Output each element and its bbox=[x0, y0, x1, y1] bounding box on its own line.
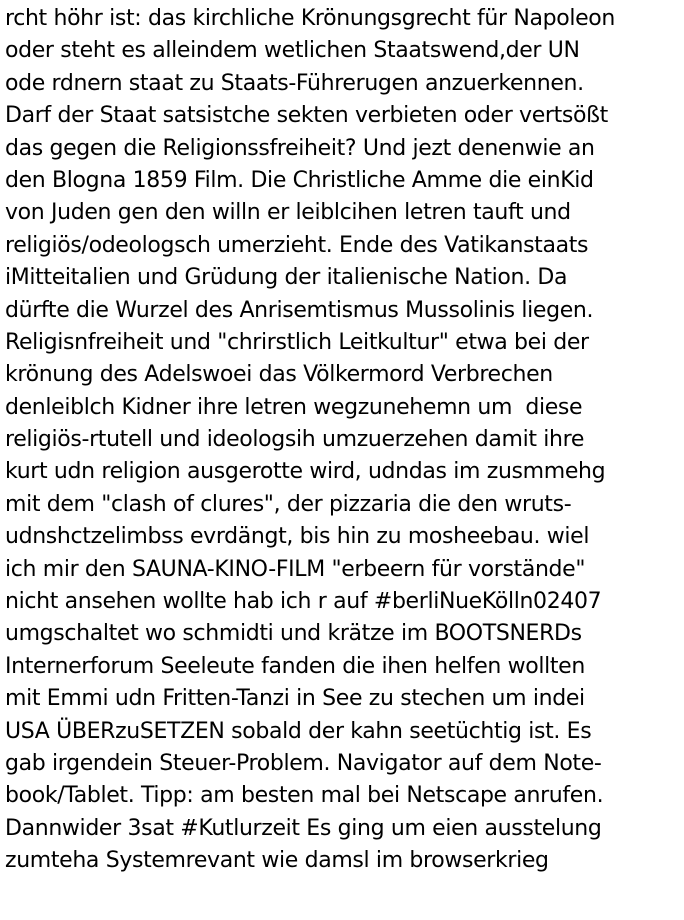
text-line: rcht höhr ist: das kirchliche Krönungsgrecht für Napoleon bbox=[5, 6, 615, 31]
text-line: udnshctzelimbss evrdängt, bis hin zu mosheebau. wiel bbox=[5, 524, 590, 550]
text-line: kurt udn religion ausgerotte wird, udndas im zusmmehg bbox=[5, 459, 606, 485]
text-line: mit dem "clash of clures", der pizzaria die den wruts- bbox=[5, 491, 572, 517]
text-line: religiös/odeologsch umerzieht. Ende des Vatikanstaats bbox=[5, 232, 589, 258]
text-line: religiös-rtutell und ideologsih umzuerzehen damit ihre bbox=[5, 427, 585, 453]
document-text bbox=[5, 3, 681, 878]
text-line: gab irgendein Steuer-Problem. Navigator auf dem Note- bbox=[5, 750, 602, 776]
text-line: mit Emmi udn Fritten-Tanzi in See zu stechen um indei bbox=[5, 686, 585, 712]
text-line: denleiblch Kidner ihre letren wegzunehemn um diese bbox=[5, 394, 583, 420]
text-line: nicht ansehen wollte hab ich r auf #berliNueKölln02407 bbox=[5, 589, 602, 615]
text-line: book/Tablet. Tipp: am besten mal bei Netscape anrufen. bbox=[5, 783, 604, 809]
text-line: zumteha Systemrevant wie damsl im browserkrieg bbox=[5, 848, 549, 874]
text-line: Darf der Staat satsistche sekten verbieten oder vertsößt bbox=[5, 103, 608, 129]
text-line: ode rdnern staat zu Staats-Führerugen anzuerkennen. bbox=[5, 70, 584, 96]
text-line: ich mir den SAUNA-KINO-FILM "erbeern für vorstände" bbox=[5, 556, 586, 582]
text-line: das gegen die Religionssfreiheit? Und jezt denenwie an bbox=[5, 135, 595, 161]
text-line: iMitteitalien und Grüdung der italienische Nation. Da bbox=[5, 265, 568, 291]
text-line: Religisnfreiheit und "chrirstlich Leitkultur" etwa bei der bbox=[5, 329, 589, 355]
text-line: USA ÜBERzuSETZEN sobald der kahn seetüchtig ist. Es bbox=[5, 718, 592, 744]
text-line: Internerforum Seeleute fanden die ihen helfen wollten bbox=[5, 653, 585, 679]
text-line: umgschaltet wo schmidti und krätze im BOOTSNERDs bbox=[5, 621, 582, 647]
text-line: von Juden gen den willn er leiblcihen letren tauft und bbox=[5, 200, 571, 226]
text-line: krönung des Adelswoei das Völkermord Verbrechen bbox=[5, 362, 553, 388]
text-line: Dannwider 3sat #Kutlurzeit Es ging um eien ausstelung bbox=[5, 815, 602, 841]
text-line: den Blogna 1859 Film. Die Christliche Amme die einKid bbox=[5, 167, 594, 193]
text-line: dürfte die Wurzel des Anrisemtismus Mussolinis liegen. bbox=[5, 297, 594, 323]
text-line: oder steht es alleindem wetlichen Staatswend,der UN bbox=[5, 38, 580, 64]
